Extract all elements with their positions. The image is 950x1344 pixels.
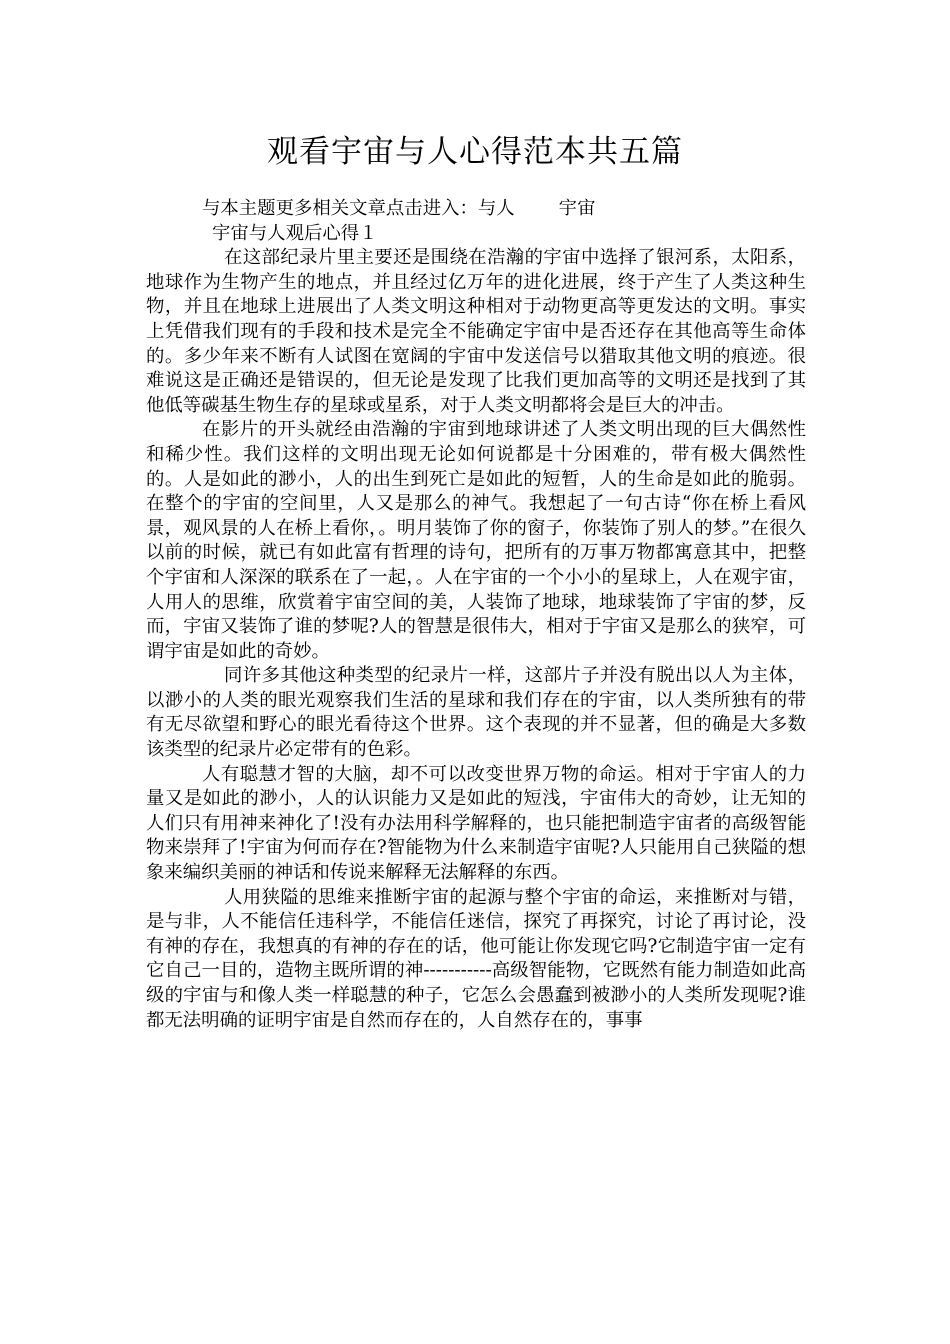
page-title: 观看宇宙与人心得范本共五篇 xyxy=(267,134,683,170)
document-body xyxy=(146,197,806,1033)
section-heading: 宇宙与人观后心得１ xyxy=(212,222,378,244)
related-link-people[interactable]: 与人 xyxy=(477,198,515,219)
paragraph-2: 在影片的开头就经由浩瀚的宇宙到地球讲述了人类文明出现的巨大偶然性和稀少性。我们这样的文明出现无论如何说都是十分困难的，带有极大偶然性的。人是如此的渺小，人的出生到死亡是如此的短暂，人的生命是如此的脆弱。在整个的宇宙的空间里，人又是那么的神气。我想起了一句古诗“你在桥上看风景，观风景的人在桥上看你，。明月装饰了你的窗子，你装饰了别人的梦。”在很久以前的时候，就已有如此富有哲理的诗句，把所有的万事万物都寓意其中，把整个宇宙和人深深的联系在了一起，。人在宇宙的一个小小的星球上，人在观宇宙，人用人的思维，欣赏着宇宙空间的美，人装饰了地球，地球装饰了宇宙的梦，反而，宇宙又装饰了谁的梦呢?人的智慧是很伟大，相对于宇宙又是那么的狭窄，可谓宇宙是如此的奇妙。 xyxy=(146,419,806,662)
related-link-universe[interactable]: 宇宙 xyxy=(558,198,596,219)
paragraph-3: 同许多其他这种类型的纪录片一样，这部片子并没有脱出以人为主体，以渺小的人类的眼光观察我们生活的星球和我们存在的宇宙，以人类所独有的带有无尽欲望和野心的眼光看待这个世界。这个表现的并不显著，但的确是大多数该类型的纪录片必定带有的色彩。 xyxy=(146,665,806,761)
paragraph-4: 人有聪慧才智的大脑，却不可以改变世界万物的命运。相对于宇宙人的力量又是如此的渺小，人的认识能力又是如此的短浅，宇宙伟大的奇妙，让无知的人们只有用神来神化了!没有办法用科学解释的，也只能把制造宇宙者的高级智能物来崇拜了!宇宙为何而存在?智能物为什么来制造宇宙呢?人只能用自己狭隘的想象来编织美丽的神话和传说来解释无法解释的东西。 xyxy=(146,763,806,884)
paragraph-1: 在这部纪录片里主要还是围绕在浩瀚的宇宙中选择了银河系，太阳系，地球作为生物产生的地点，并且经过亿万年的进化进展，终于产生了人类这种生物，并且在地球上进展出了人类文明这种相对于动物更高等更发达的文明。事实上凭借我们现有的手段和技术是完全不能确定宇宙中是否还存在其他高等生命体的。多少年来不断有人试图在宽阔的宇宙中发送信号以猎取其他文明的痕迹。很难说这是正确还是错误的，但无论是发现了比我们更加高等的文明还是找到了其他低等碳基生物生存的星球或星系，对于人类文明都将会是巨大的冲击。 xyxy=(146,247,806,416)
related-prefix: 与本主题更多相关文章点击进入： xyxy=(202,198,478,219)
paragraph-5: 人用狭隘的思维来推断宇宙的起源与整个宇宙的命运，来推断对与错，是与非，人不能信任违科学，不能信任迷信，探究了再探究，讨论了再讨论，没有神的存在，我想真的有神的存在的话，他可能让你发现它吗?它制造宇宙一定有它自己一目的，造物主既所谓的神-----------高级智能物，它既然有能力制造如此高级的宇宙与和像人类一样聪慧的种子，它怎么会愚蠢到被渺小的人类所发现呢?谁都无法明确的证明宇宙是自然而存在的，人自然存在的，事事 xyxy=(146,886,806,1031)
related-articles-line xyxy=(146,197,806,222)
